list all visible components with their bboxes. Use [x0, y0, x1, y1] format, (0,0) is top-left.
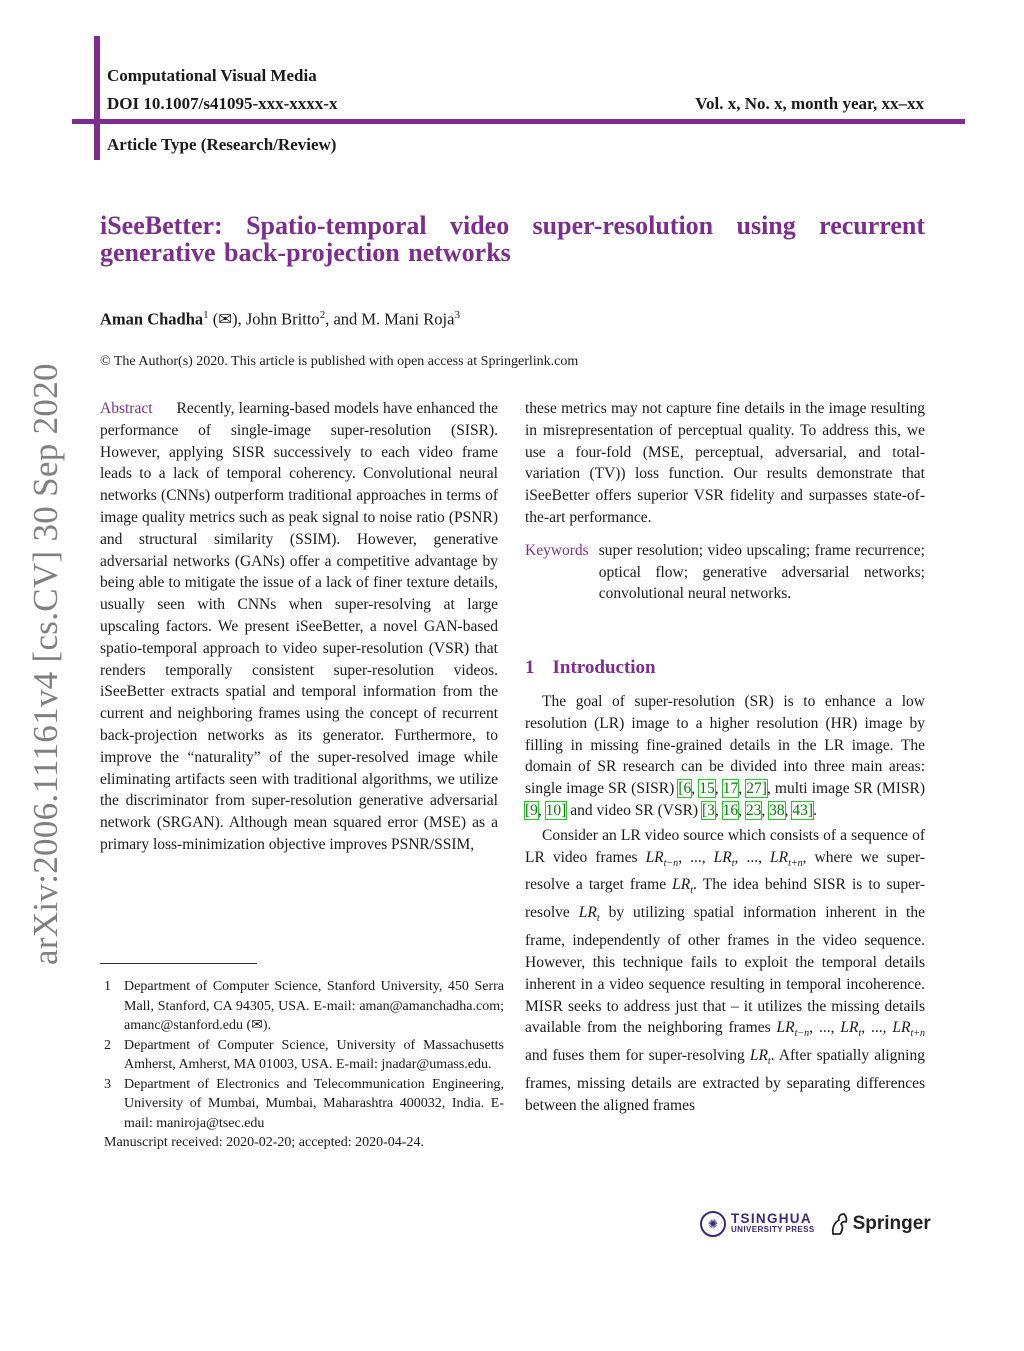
right-column	[525, 398, 925, 1117]
intro-paragraph-2: Consider an LR video source which consists of a sequence of LR video frames $LR_{t-n}$, ..., $LR_t$, ..., $LR_{t+n}$, where we super-resolve a target frame $LR_t$. The idea behind SISR is to super-resolve $LR_t$ by utilizing spatial information inherent in the frame, independently of other frames in the video sequence. However, this technique fails to exploit the temporal details inherent in a video sequence resulting in temporal incoherence. MISR seeks to address just that – it utilizes the missing details available from the neighboring frames $LR_{t-n}$, ..., $LR_t$, ..., $LR_{t+n}$ and fuses them for super-resolving $LR_t$. After spatially aligning frames, missing details are extracted by separating differences between the aligned frames	[525, 826, 926, 1114]
abstract-left	[100, 398, 498, 856]
footnotes	[104, 977, 504, 1153]
keywords	[525, 540, 925, 605]
manuscript-dates: Manuscript received: 2020-02-20; accepted: 2020-04-24.	[104, 1135, 424, 1150]
copyright-notice: © The Author(s) 2020. This article is published with open access at Springerlink.com	[100, 354, 579, 369]
volume-info: Vol. x, No. x, month year, xx–xx	[695, 94, 924, 113]
citation-link[interactable]: 38	[769, 801, 785, 819]
author-list: Aman Chadha$^1$ (✉), John Britto$^2$, and M. Mani Roja$^3$	[100, 309, 460, 329]
tsinghua-seal-icon: ✺	[700, 1211, 726, 1237]
tsinghua-logo: TSINGHUA UNIVERSITY PRESS	[731, 1211, 815, 1234]
intro-paragraph-1: The goal of super-resolution (SR) is to enhance a low resolution (LR) image to a higher resolution (HR) image by filling in missing fine-grained details in the LR image. The domain of SR research can be divided into three main areas: single image SR (SISR) [6, 15, 17, 27], multi image SR (MISR) [9, 10] and video SR (VSR) [3, 16, 23, 38, 43].	[525, 692, 925, 819]
footnote-item: 2 Department of Computer Science, University of Massachusetts Amherst, Amherst, MA 01003, USA. E-mail: jnadar@umass.edu.	[104, 1037, 504, 1072]
citation-link[interactable]: 15	[699, 780, 715, 798]
header-horizontal-bar	[72, 119, 965, 124]
footnote-item: 3 Department of Electronics and Telecommunication Engineering, University of Mumbai, Mumbai, Maharashtra 400032, India. E-mail: maniroja@tsec.edu	[104, 1076, 504, 1131]
citation-link[interactable]: 17	[722, 780, 739, 798]
citation-link[interactable]: 43]	[792, 801, 814, 819]
citation-link[interactable]: [6	[678, 780, 692, 798]
article-type: Article Type (Research/Review)	[107, 135, 337, 154]
abstract-label: Abstract	[100, 400, 153, 417]
citation-link[interactable]: 16	[722, 801, 739, 819]
author-1: Aman Chadha	[100, 309, 204, 329]
doi: DOI 10.1007/s41095-xxx-xxxx-x	[107, 94, 338, 113]
footnote-item: 1 Department of Computer Science, Stanford University, 450 Serra Mall, Stanford, CA 94305, USA. E-mail: aman@amanchadha.com; amanc@stanford.edu (✉).	[104, 979, 504, 1033]
journal-name: Computational Visual Media	[107, 66, 317, 85]
citation-link[interactable]: 10]	[545, 801, 567, 819]
citation-link[interactable]: 23	[745, 801, 762, 819]
citation-link[interactable]: [3	[701, 801, 715, 819]
keywords-label: Keywords	[525, 541, 589, 559]
arxiv-stamp: arXiv:2006.11161v4 [cs.CV] 30 Sep 2020	[26, 363, 65, 965]
abstract-text: Recently, learning-based models have enhanced the performance of single-image super-resolution (SISR). However, applying SISR successively to each video frame leads to a lack of temporal coherency. Convolutional neural networks (CNNs) outperform traditional approaches in terms of image quality metrics such as peak signal to noise ratio (PSNR) and structural similarity (SSIM). However, generative adversarial networks (GANs) offer a competitive advantage by being able to mitigate the issue of a lack of finer texture details, usually seen with CNNs when super-resolving at large upscaling factors. We present iSeeBetter, a novel GAN-based spatio-temporal approach to video super-resolution (VSR) that renders temporally consistent super-resolution videos. iSeeBetter extracts spatial and temporal information from the current and neighboring frames using the concept of recurrent back-projection networks as its generator. Furthermore, to improve the “naturality” of the super-resolved image while eliminating artifacts seen with traditional algorithms, we utilize the discriminator from super-resolution generative adversarial network (SRGAN). Although mean squared error (MSE) as a primary loss-minimization objective improves PSNR/SSIM,	[100, 400, 498, 853]
publisher-logos	[700, 1211, 931, 1237]
springer-horse-icon	[829, 1212, 849, 1236]
springer-logo: Springer	[852, 1213, 931, 1234]
keywords-text: super resolution; video upscaling; frame recurrence; optical flow; generative adversarial networks; convolutional neural networks.	[598, 541, 925, 603]
corresponding-mark: (✉)	[208, 309, 238, 329]
citation-link[interactable]: [9	[525, 801, 538, 819]
abstract-continued: these metrics may not capture fine details in the image resulting in misrepresentation of perceptual quality. To address this, we use a four-fold (MSE, perceptual, adversarial, and total-variation (TV)) loss function. Our results demonstrate that iSeeBetter offers superior VSR fidelity and surpasses state-of-the-art performance.	[525, 400, 925, 526]
header-vertical-bar	[94, 36, 100, 160]
citation-link[interactable]: 27]	[746, 780, 767, 798]
section-heading: 1 Introduction	[525, 657, 656, 679]
footnote-rule	[100, 963, 257, 964]
paper-title: iSeeBetter: Spatio-temporal video super-resolution using recurrent generative back-projection networks	[100, 211, 925, 267]
